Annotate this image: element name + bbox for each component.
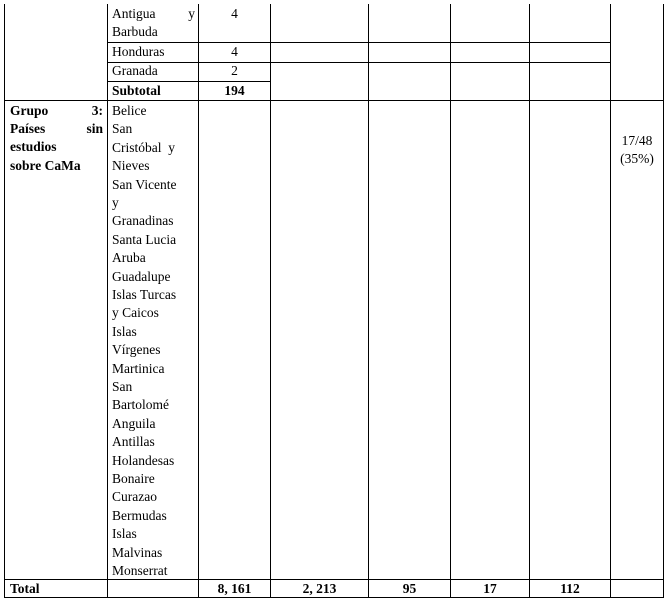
rule-v: [663, 4, 664, 598]
country-line: Cristóbal y: [112, 139, 175, 155]
total-value: 112: [560, 581, 580, 596]
total-value: 17: [483, 581, 497, 596]
country-line: Malvinas: [112, 544, 163, 560]
country-line: Islas: [112, 323, 137, 339]
country-line: y: [112, 195, 119, 210]
country-line: Holandesas: [112, 452, 175, 468]
total-label: Total: [10, 581, 40, 596]
country-line: Martinica: [112, 360, 165, 376]
ratio-text: 17/48: [621, 133, 653, 148]
country-line: Bartolomé: [112, 397, 169, 413]
rule-h: [4, 100, 664, 101]
country-line: Nieves: [112, 158, 150, 174]
country-line: Vírgenes: [112, 342, 161, 358]
subtotal-label: Subtotal: [112, 83, 161, 98]
total-value: 8, 161: [217, 581, 252, 596]
rule-v: [368, 4, 369, 598]
country-line: Belice: [112, 103, 147, 118]
country-line: Islas Turcas: [112, 287, 177, 302]
country-line: Granadinas: [112, 213, 174, 229]
value-cell: 4: [231, 44, 238, 59]
country-line: Anguila: [112, 415, 156, 431]
value-cell: 4: [231, 6, 238, 21]
rule-h: [107, 62, 610, 63]
country-line: Islas: [112, 526, 137, 542]
country-line: Guadalupe: [112, 268, 171, 284]
group-label: sobre CaMa: [10, 158, 81, 173]
country-cell: Barbuda: [112, 24, 158, 39]
rule-v: [529, 4, 530, 598]
country-line: Curazao: [112, 489, 157, 505]
total-value: 95: [402, 581, 417, 596]
value-cell: 2: [231, 63, 238, 78]
country-line: Bermudas: [112, 507, 167, 523]
country-line: Bonaire: [112, 471, 155, 486]
country-cell: Honduras: [112, 44, 165, 59]
total-value: 2, 213: [302, 581, 337, 596]
rule-v: [107, 4, 108, 598]
group-label: Países sin: [10, 121, 103, 136]
country-cell: Granada: [112, 63, 158, 78]
group-label: estudios: [10, 139, 57, 154]
country-cell: Antigua y: [112, 6, 195, 21]
percent-text: (35%): [620, 151, 654, 166]
country-line: Aruba: [112, 250, 146, 266]
country-line: Antillas: [112, 434, 155, 450]
country-line: Santa Lucia: [112, 231, 177, 247]
country-line: Monserrat: [112, 563, 168, 578]
data-table: [4, 4, 664, 598]
country-line: y Caicos: [112, 305, 159, 321]
rule-v: [610, 4, 611, 598]
rule-v: [4, 4, 5, 598]
subtotal-value: 194: [224, 83, 245, 98]
rule-v: [450, 4, 451, 598]
group-label: Grupo 3:: [10, 103, 103, 118]
rule-v: [270, 4, 271, 598]
country-line: San: [112, 121, 133, 137]
country-line: San: [112, 379, 133, 394]
country-line: San Vicente: [112, 176, 177, 192]
rule-h: [107, 42, 610, 43]
